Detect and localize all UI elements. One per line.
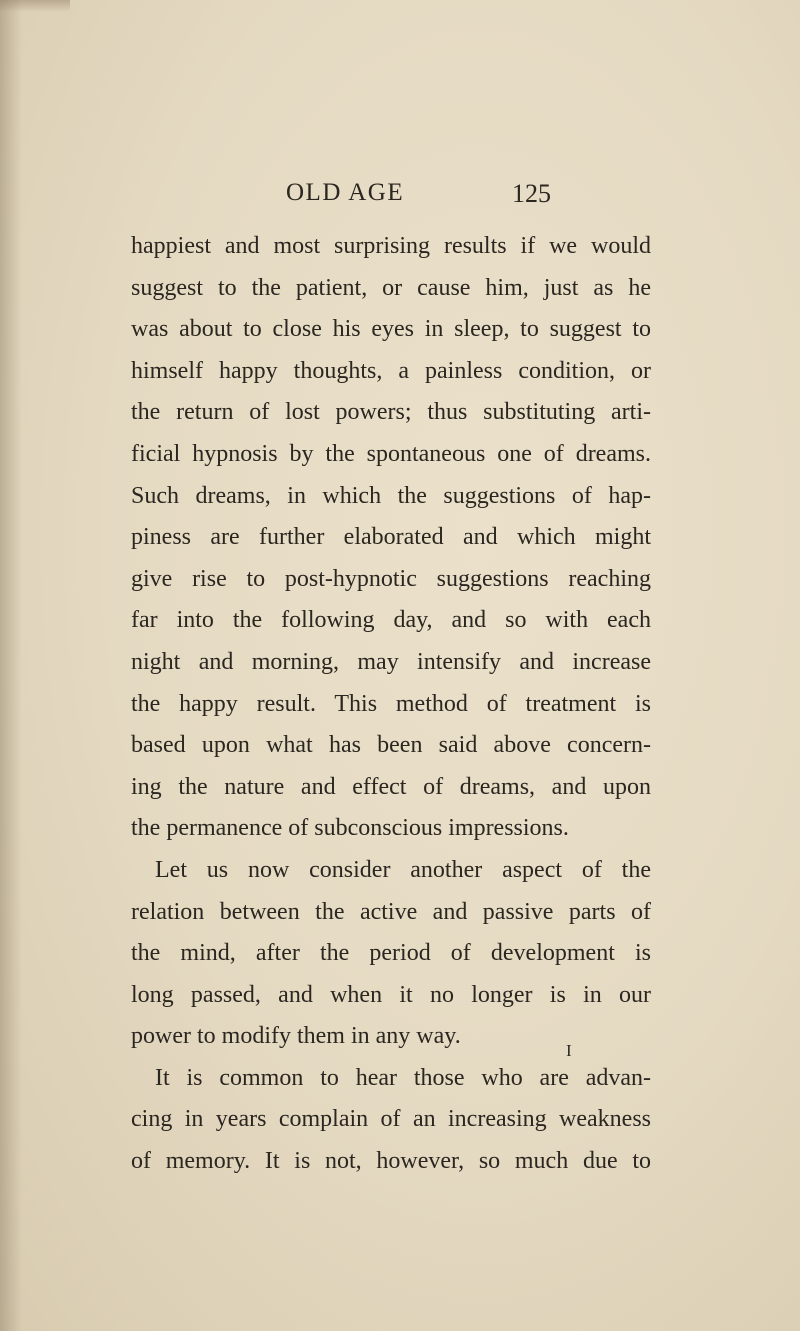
text-line: based upon what has been said above concern-	[131, 732, 651, 759]
text-line: ficial hypnosis by the spontaneous one of dreams.	[131, 440, 651, 467]
text-line: the return of lost powers; thus substituting arti-	[131, 399, 651, 426]
text-line: It is common to hear those who are advan-	[155, 1064, 651, 1091]
text-line: the mind, after the period of development is	[131, 940, 651, 967]
page-number: 125	[512, 179, 551, 208]
running-head-title: OLD AGE	[286, 179, 405, 206]
running-head	[286, 179, 596, 219]
text-line: piness are further elaborated and which might	[131, 524, 651, 551]
signature-mark: I	[566, 1041, 572, 1060]
text-line: the permanence of subconscious impressions.	[131, 815, 569, 842]
page-gutter-shadow	[0, 0, 22, 1331]
text-line: power to modify them in any way.	[131, 1023, 461, 1050]
text-line: far into the following day, and so with each	[131, 607, 651, 634]
text-line: happiest and most surprising results if we would	[131, 233, 651, 259]
text-line: suggest to the patient, or cause him, just as he	[131, 274, 651, 301]
text-line: himself happy thoughts, a painless condition, or	[131, 357, 651, 384]
body-text	[131, 226, 651, 1183]
text-line: night and morning, may intensify and increase	[131, 648, 651, 675]
text-line: was about to close his eyes in sleep, to suggest to	[131, 316, 651, 343]
text-line: give rise to post-hypnotic suggestions reaching	[131, 565, 651, 592]
page-top-edge-stain	[0, 0, 70, 12]
text-line: the happy result. This method of treatment is	[131, 690, 651, 717]
text-line: cing in years complain of an increasing weakness	[131, 1106, 651, 1133]
text-line: of memory. It is not, however, so much due to	[131, 1148, 651, 1175]
text-line: relation between the active and passive parts of	[131, 898, 651, 925]
text-line: Let us now consider another aspect of the	[155, 856, 651, 883]
text-line: Such dreams, in which the suggestions of hap-	[131, 482, 651, 509]
text-line: long passed, and when it no longer is in our	[131, 981, 651, 1008]
text-line: ing the nature and effect of dreams, and upon	[131, 773, 651, 800]
